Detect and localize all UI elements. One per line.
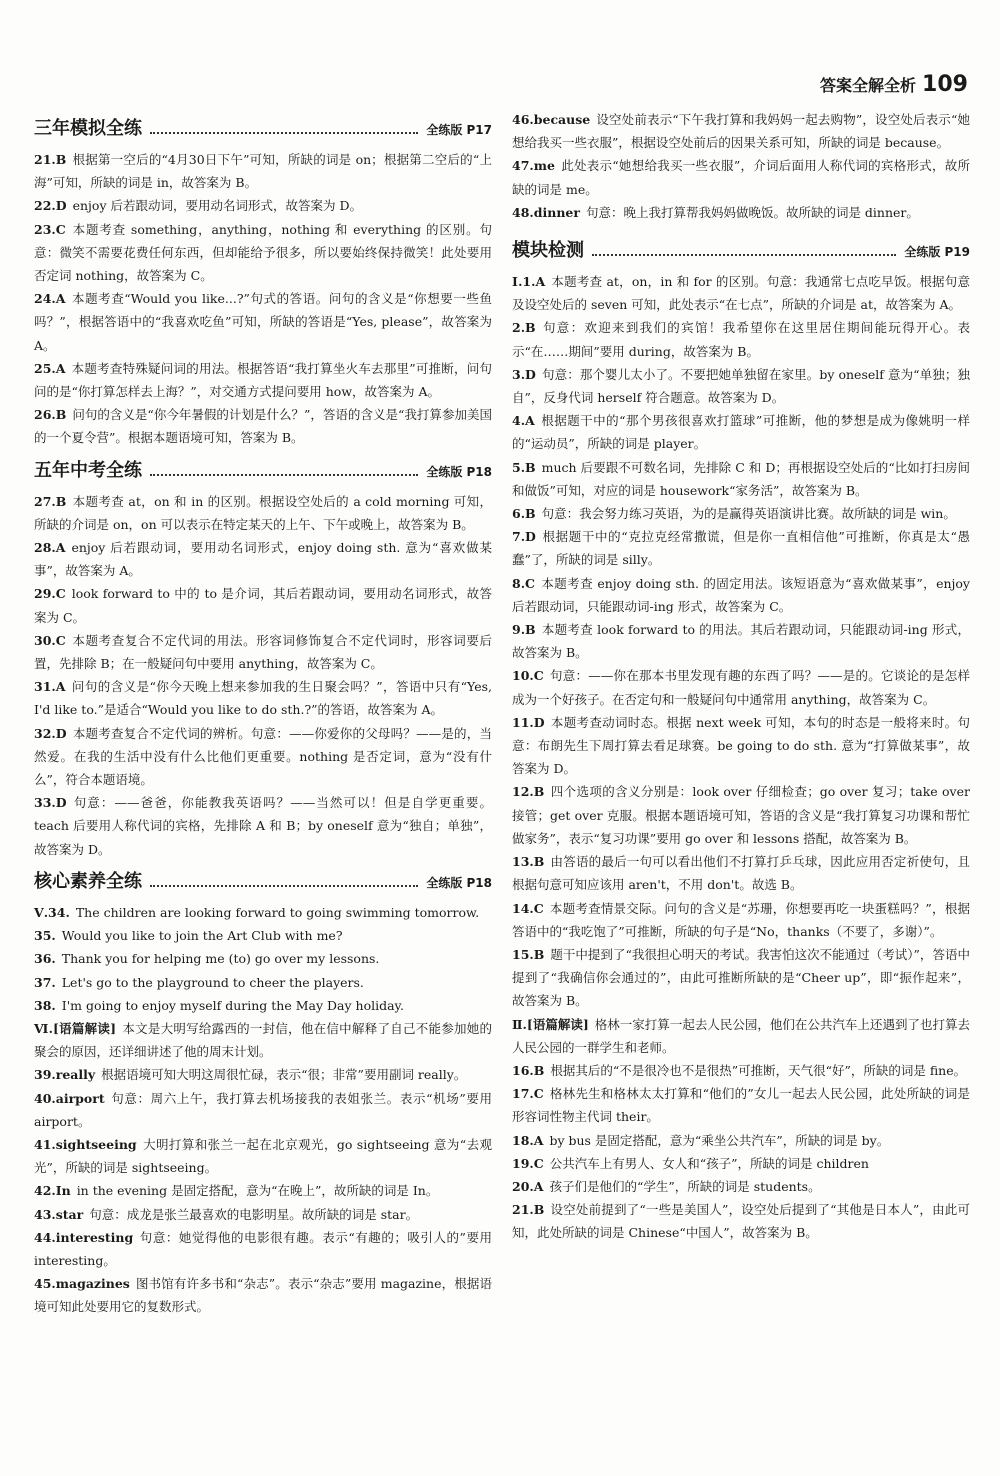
answer-item xyxy=(512,711,970,781)
answer-number: Ⅴ.34. xyxy=(34,904,70,920)
answer-number: 3.D xyxy=(512,366,536,382)
answer-item xyxy=(512,618,970,664)
answer-item xyxy=(34,629,492,675)
answer-item xyxy=(34,1226,492,1272)
answer-item xyxy=(34,1133,492,1179)
answer-number: 5.B xyxy=(512,459,536,475)
answer-text: 本题考查 enjoy doing sth. 的固定用法。该短语意为“喜欢做某事”，enjoy 后若跟动词，只能跟动词-ing 形式，故答案为 C。 xyxy=(512,575,970,614)
answer-text: 句意：那个婴儿太小了。不要把她单独留在家里。by oneself 意为“单独；独自”，反身代词 herself 符合题意。故答案为 D。 xyxy=(512,366,970,406)
answer-text: in the evening 是固定搭配，意为“在晚上”，故所缺的词是 In。 xyxy=(76,1183,439,1199)
answer-item xyxy=(34,675,492,721)
answer-item xyxy=(512,1082,970,1128)
answer-text: 问句的含义是“你今年暑假的计划是什么？”，答语的含义是“我打算参加美国的一个夏令营”。根据本题语境可知，答案为 B。 xyxy=(34,407,492,446)
answer-text: 公共汽车上有男人、女人和“孩子”，所缺的词是 children xyxy=(549,1155,869,1171)
section-heading xyxy=(34,867,492,893)
section-page-ref: 全练版 P19 xyxy=(904,245,970,260)
answer-item xyxy=(34,1063,492,1086)
answer-text: enjoy 后若跟动词，要用动名词形式，故答案为 D。 xyxy=(72,198,362,214)
answer-text: 本题考查 at，on，in 和 for 的区别。句意：我通常七点吃早饭。根据句意及设空处后的 seven 可知，此处表示“在七点”，所缺的介词是 at，故答案为 A。 xyxy=(512,274,970,313)
section-title: 三年模拟全练 xyxy=(34,118,142,139)
page-number: 109 xyxy=(922,72,968,97)
answer-item xyxy=(34,403,492,449)
answer-number: 26.B xyxy=(34,407,67,423)
answer-item xyxy=(34,1017,492,1063)
answer-number: 13.B xyxy=(512,854,545,870)
answer-text: 根据语境可知大明这周很忙碌，表示“很；非常”要用副词 really。 xyxy=(101,1067,467,1083)
answer-number: 29.C xyxy=(34,586,66,602)
answer-number: 33.D xyxy=(34,795,67,811)
answer-text: 本题考查 something，anything，nothing 和 everything 的区别。句意：微笑不需要花费任何东西，但却能给予很多，所以要始终保持微笑！此处要用否定词 nothing，故答案为 C。 xyxy=(34,221,492,284)
answer-item xyxy=(512,270,970,316)
answer-item xyxy=(34,287,492,357)
answer-text: 本题考查复合不定代词的用法。形容词修饰复合不定代词时，形容词要后置，先排除 B；在一般疑问句中要用 anything，故答案为 C。 xyxy=(34,632,492,672)
answer-item xyxy=(34,148,492,194)
answer-number: 15.B xyxy=(512,946,545,962)
answer-number: 7.D xyxy=(512,529,536,545)
dotted-leader xyxy=(150,132,418,134)
answer-number: 35. xyxy=(34,928,56,944)
answer-text: look forward to 中的 to 是介词，其后若跟动词，要用动名词形式，故答案为 C。 xyxy=(34,586,492,625)
answer-item xyxy=(512,664,970,710)
section-heading xyxy=(34,456,492,482)
answer-text: I'm going to enjoy myself during the May Day holiday. xyxy=(61,997,404,1013)
answer-item xyxy=(34,1272,492,1318)
answer-number: 47.me xyxy=(512,158,555,174)
answer-number: 12.B xyxy=(512,784,545,800)
section-title: 核心素养全练 xyxy=(34,870,142,892)
answer-text: 由答语的最后一句可以看出他们不打算打乒乓球，因此应用否定祈使句，且根据句意可知应该用 aren't，不用 don't。故选 B。 xyxy=(512,854,970,893)
answer-item xyxy=(512,1013,970,1059)
answer-item xyxy=(34,582,492,628)
answer-text: 句意：晚上我打算帮我妈妈做晚饭。故所缺的词是 dinner。 xyxy=(585,204,919,220)
answer-number: 16.B xyxy=(512,1062,545,1078)
answer-number: 9.B xyxy=(512,622,536,638)
answer-text: 句意：欢迎来到我们的宾馆！我希望你在这里居住期间能玩得开心。表示“在……期间”要用 during，故答案为 B。 xyxy=(512,320,970,359)
right-column xyxy=(512,108,970,1245)
section-title: 五年中考全练 xyxy=(34,459,142,481)
answer-text: 图书馆有许多书和“杂志”。表示“杂志”要用 magazine，根据语境可知此处要用它的复数形式。 xyxy=(34,1276,492,1315)
answer-number: 24.A xyxy=(34,291,66,307)
answer-number: 44.interesting xyxy=(34,1229,134,1245)
answer-text: 四个选项的含义分别是：look over 仔细检查；go over 复习；take over 接管；get over 克服。根据本题语境可知，答语的含义是“我打算复习功课和帮忙做家务”，表示“复习功课”要用 go over 和 lessons 搭配，故答案为 B。 xyxy=(512,784,970,846)
answer-text: 本题考查特殊疑问词的用法。根据答语“我打算坐火车去那里”可推断，问句问的是“你打算怎样去上海？”，对交通方式提问要用 how，故答案为 A。 xyxy=(34,360,492,400)
answer-text: 句意：——爸爸，你能教我英语吗？——当然可以！但是自学更重要。teach 后要用人称代词的宾格，先排除 A 和 B；by oneself 意为“独自；单独”，故答案为 D。 xyxy=(34,795,492,857)
answer-text: 本题考查 look forward to 的用法。其后若跟动词，只能跟动词-ing 形式，故答案为 B。 xyxy=(512,622,970,661)
answer-item xyxy=(512,850,970,896)
answer-item xyxy=(512,502,970,525)
answer-number: 37. xyxy=(34,974,56,990)
answer-text: 本题考查动词时态。根据 next week 可知，本句的时态是一般将来时。句意：布朗先生下周打算去看足球赛。be going to do sth. 意为“打算做某事”，故答案为 D。 xyxy=(512,714,970,777)
answer-text: 句意：——你在那本书里发现有趣的东西了吗？——是的。它谈论的是怎样成为一个好孩子。在否定句和一般疑问句中通常用 anything，故答案为 C。 xyxy=(512,668,970,707)
answer-text: 此处表示“她想给我买一些衣服”，介词后面用人称代词的宾格形式，故所缺的词是 me。 xyxy=(512,158,970,197)
answer-item xyxy=(34,218,492,288)
answer-text: 句意：她觉得他的电影很有趣。表示“有趣的；吸引人的”要用 interesting。 xyxy=(34,1229,492,1268)
answer-number: 22.D xyxy=(34,198,67,214)
section-heading xyxy=(34,114,492,140)
answer-number: 43.star xyxy=(34,1206,84,1222)
answer-text: 本题考查复合不定代词的辨析。句意：——你爱你的父母吗？——是的，当然爱。在我的生活中没有什么比他们更重要。nothing 是否定词，意为“没有什么”，符合本题语境。 xyxy=(34,725,492,788)
section-heading xyxy=(512,236,970,262)
answer-item xyxy=(34,994,492,1017)
answer-number: 21.B xyxy=(34,152,67,167)
answer-text: 格林先生和格林太太打算和“他们的”女儿一起去人民公园，此处所缺的词是形容词性物主代词 their。 xyxy=(512,1086,970,1125)
answer-number: 18.A xyxy=(512,1132,544,1148)
answer-text: Let's go to the playground to cheer the players. xyxy=(61,974,364,990)
answer-number: 39.really xyxy=(34,1067,96,1083)
answer-item xyxy=(512,780,970,850)
answer-item xyxy=(34,971,492,994)
answer-number: Ⅰ.1.A xyxy=(512,274,546,290)
answer-number: 19.C xyxy=(512,1155,544,1171)
header-title: 答案全解全析 xyxy=(820,76,917,95)
answer-text: 本题考查“Would you like...?”句式的答语。问句的含义是“你想要一些鱼吗？”，根据答语中的“我喜欢吃鱼”可知，所缺的答语是“Yes, please”，故答案为 A。 xyxy=(34,291,492,353)
answer-item xyxy=(512,201,970,224)
answer-number: 14.C xyxy=(512,900,544,916)
answer-item xyxy=(512,525,970,571)
section-title: 模块检测 xyxy=(512,240,584,262)
section-page-ref: 全练版 P17 xyxy=(426,123,492,137)
answer-text: enjoy 后若跟动词，要用动名词形式，enjoy doing sth. 意为“喜欢做某事”，故答案为 A。 xyxy=(34,540,492,579)
section-page-ref: 全练版 P18 xyxy=(426,464,492,479)
answer-number: 45.magazines xyxy=(34,1276,130,1292)
answer-item xyxy=(34,1203,492,1226)
answer-item xyxy=(512,1129,970,1152)
answer-number: 10.C xyxy=(512,668,544,684)
answer-number: Ⅵ.[语篇解读] xyxy=(34,1020,117,1036)
answer-number: 8.C xyxy=(512,575,535,591)
answer-text: 设空处前表示“下午我打算和我妈妈一起去购物”，设空处后表示“她想给我买一些衣服”，根据设空处前后的因果关系可知，所缺的词是 because。 xyxy=(512,112,970,151)
answer-item xyxy=(34,357,492,403)
answer-item xyxy=(512,316,970,362)
answer-text: 句意：我会努力练习英语，为的是赢得英语演讲比赛。故所缺的词是 win。 xyxy=(541,506,956,522)
answer-number: 38. xyxy=(34,997,56,1013)
spacer xyxy=(512,224,970,230)
answer-item xyxy=(512,943,970,1013)
page-header xyxy=(820,72,968,98)
answer-number: 2.B xyxy=(512,320,536,336)
answer-text: 本题考查情景交际。问句的含义是“苏珊，你想要再吃一块蛋糕吗？”，根据答语中的“我吃饱了”可推断，所缺的句子是“No，thanks（不要了，多谢）”。 xyxy=(512,900,970,939)
answer-item xyxy=(34,791,492,861)
answer-text: 题干中提到了“我很担心明天的考试。我害怕这次不能通过（考试）”，答语中提到了“我确信你会通过的”，由此可推断所缺的是“Cheer up”，即“振作起来”，故答案为 B。 xyxy=(512,946,970,1009)
answer-number: 32.D xyxy=(34,725,67,741)
answer-number: 20.A xyxy=(512,1178,544,1194)
answer-item xyxy=(512,572,970,618)
answer-number: 48.dinner xyxy=(512,204,580,220)
answer-item xyxy=(34,490,492,536)
answer-number: Ⅱ.[语篇解读] xyxy=(512,1016,589,1032)
answer-item xyxy=(34,722,492,792)
answer-item xyxy=(512,1059,970,1082)
dotted-leader xyxy=(150,885,418,887)
answer-text: 本题考查 at，on 和 in 的区别。根据设空处后的 a cold morning 可知，所缺的介词是 on，on 可以表示在特定某天的上午、下午或晚上，故答案为 B。 xyxy=(34,493,492,532)
answer-item xyxy=(512,409,970,455)
answer-item xyxy=(512,1152,970,1175)
answer-number: 46.because xyxy=(512,112,591,127)
answer-text: 根据第一空后的“4月30日下午”可知，所缺的词是 on；根据第二空后的“上海”可知，所缺的词是 in，故答案为 B。 xyxy=(34,152,492,191)
answer-number: 4.A xyxy=(512,413,535,429)
answer-text: 句意：成龙是张兰最喜欢的电影明星。故所缺的词是 star。 xyxy=(89,1206,419,1222)
answer-item xyxy=(512,897,970,943)
answer-item xyxy=(34,1087,492,1133)
answer-text: 根据其后的“不是很冷也不是很热”可推断，天气很“好”，所缺的词是 fine。 xyxy=(550,1062,967,1078)
answer-number: 36. xyxy=(34,951,56,967)
answer-text: Thank you for helping me (to) go over my lessons. xyxy=(61,951,380,967)
answer-number: 28.A xyxy=(34,540,66,556)
answer-text: 根据题干中的“克拉克经常撒谎，但是你一直相信他”可推断，你真是太“愚蠢”了，所缺的词是 silly。 xyxy=(512,529,970,568)
answer-text: 句意：周六上午，我打算去机场接我的表姐张兰。表示“机场”要用 airport。 xyxy=(34,1090,492,1129)
dotted-leader xyxy=(592,254,896,256)
answer-number: 27.B xyxy=(34,493,67,509)
answer-number: 23.C xyxy=(34,221,66,237)
answer-item xyxy=(34,1179,492,1202)
answer-number: 11.D xyxy=(512,714,545,730)
answer-item xyxy=(512,1175,970,1198)
section-page-ref: 全练版 P18 xyxy=(426,875,492,890)
answer-text: 根据题干中的“那个男孩很喜欢打篮球”可推断，他的梦想是成为像姚明一样的“运动员”，所缺的词是 player。 xyxy=(512,413,970,452)
answer-text: 设空处前提到了“一些是美国人”，设空处后提到了“其他是日本人”，由此可知，此处所缺的词是 Chinese“中国人”，故答案为 B。 xyxy=(512,1202,970,1241)
answer-item xyxy=(512,108,970,154)
answer-number: 41.sightseeing xyxy=(34,1136,137,1152)
answer-item xyxy=(34,901,492,924)
answer-number: 31.A xyxy=(34,679,66,695)
answer-number: 40.airport xyxy=(34,1090,105,1106)
answer-item xyxy=(512,1198,970,1244)
answer-text: Would you like to join the Art Club with me? xyxy=(61,928,343,944)
answer-number: 21.B xyxy=(512,1202,545,1218)
answer-text: by bus 是固定搭配，意为“乘坐公共汽车”，所缺的词是 by。 xyxy=(549,1132,890,1148)
answer-item xyxy=(512,456,970,502)
answer-item xyxy=(34,947,492,970)
answer-number: 42.In xyxy=(34,1183,71,1199)
answer-number: 6.B xyxy=(512,506,536,522)
answer-number: 17.C xyxy=(512,1086,544,1102)
left-column xyxy=(34,108,492,1319)
answer-text: 孩子们是他们的“学生”，所缺的词是 students。 xyxy=(549,1178,821,1194)
answer-item xyxy=(34,536,492,582)
answer-item xyxy=(34,194,492,217)
answer-item xyxy=(34,924,492,947)
answer-text: 本文是大明写给露西的一封信，他在信中解释了自己不能参加她的聚会的原因，还详细讲述了他的周末计划。 xyxy=(34,1020,492,1060)
answer-text: much 后要跟不可数名词，先排除 C 和 D；再根据设空处后的“比如打扫房间和做饭”可知，对应的词是 housework“家务活”，故答案为 B。 xyxy=(512,459,970,498)
answer-text: The children are looking forward to going swimming tomorrow. xyxy=(75,904,480,920)
dotted-leader xyxy=(150,474,418,476)
answer-number: 25.A xyxy=(34,360,66,376)
answer-text: 格林一家打算一起去人民公园，他们在公共汽车上还遇到了也打算去人民公园的一群学生和老师。 xyxy=(512,1016,970,1055)
answer-text: 大明打算和张兰一起在北京观光，go sightseeing 意为“去观光”，所缺的词是 sightseeing。 xyxy=(34,1136,492,1176)
answer-item xyxy=(512,363,970,409)
answer-number: 30.C xyxy=(34,632,66,648)
answer-item xyxy=(512,154,970,200)
answer-text: 问句的含义是“你今天晚上想来参加我的生日聚会吗？”，答语中只有“Yes, I'd like to.”是适合“Would you like to do sth.?”的答语，故答案为 A。 xyxy=(34,679,492,718)
